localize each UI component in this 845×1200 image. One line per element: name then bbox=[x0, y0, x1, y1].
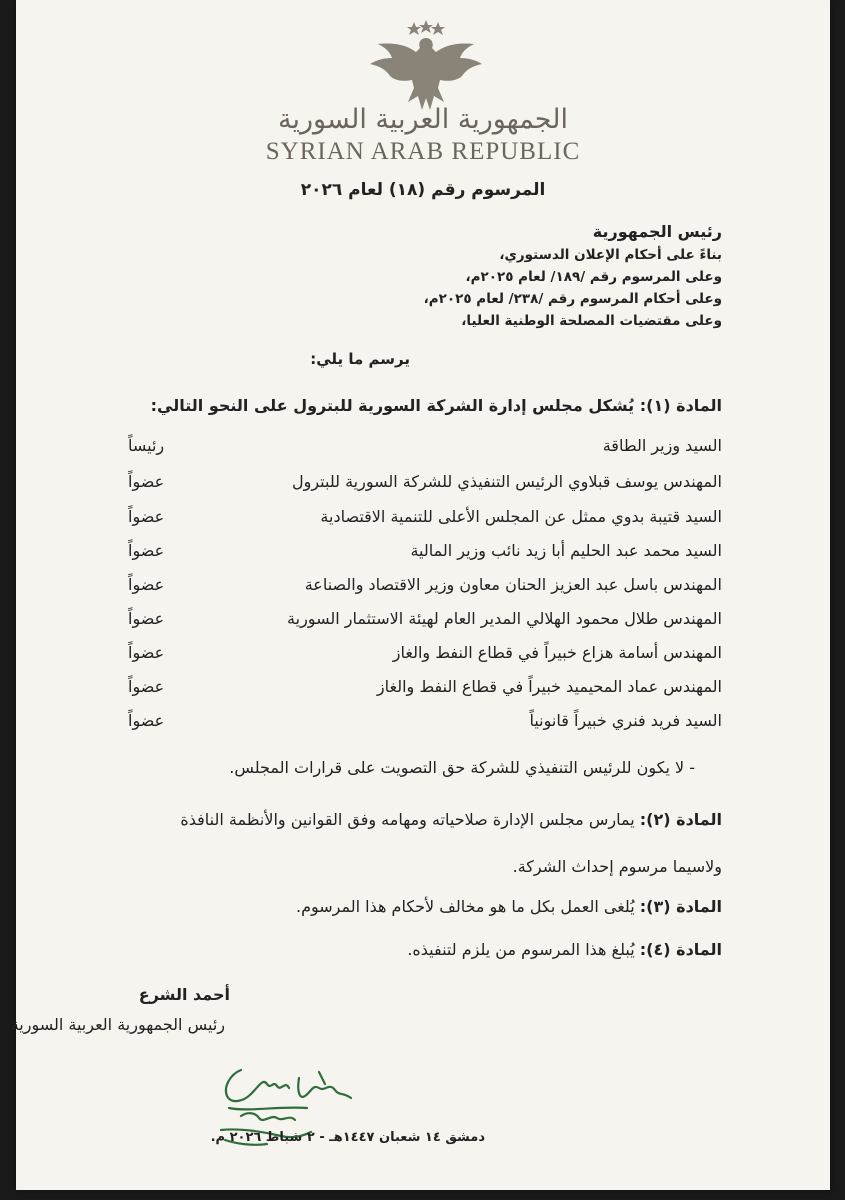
article-2 bbox=[82, 810, 722, 829]
member-row bbox=[122, 541, 722, 569]
member-name: السيد وزير الطاقة bbox=[602, 436, 722, 455]
preamble-line: وعلى أحكام المرسوم رقم /٢٣٨/ لعام ٢٠٢٥م، bbox=[423, 291, 722, 307]
preamble-title: رئيس الجمهورية bbox=[592, 222, 722, 241]
member-role: عضواً bbox=[128, 677, 165, 696]
signer-title: رئيس الجمهورية العربية السورية bbox=[10, 1015, 225, 1034]
member-role: عضواً bbox=[128, 472, 165, 491]
article-2-label: المادة (٢): bbox=[639, 810, 722, 829]
decree-title: المرسوم رقم (١٨) لعام ٢٠٢٦ bbox=[300, 180, 546, 200]
member-row bbox=[122, 609, 722, 637]
date-line: دمشق ١٤ شعبان ١٤٤٧هـ - ٢ شباط ٢٠٢٦ م. bbox=[210, 1130, 485, 1145]
member-name: السيد فريد فنري خبيراً قانونياً bbox=[529, 711, 722, 730]
preamble-line: وعلى مقتضيات المصلحة الوطنية العليا، bbox=[461, 313, 722, 329]
article-3-text: يُلغى العمل بكل ما هو مخالف لأحكام هذا المرسوم. bbox=[296, 897, 635, 916]
member-name: المهندس أسامة هزاع خبيراً في قطاع النفط والغاز bbox=[392, 643, 722, 662]
member-name: المهندس باسل عبد العزيز الحنان معاون وزير الاقتصاد والصناعة bbox=[304, 575, 722, 594]
document-page bbox=[10, 0, 830, 1190]
header-english: SYRIAN ARAB REPUBLIC bbox=[265, 138, 581, 165]
article-4 bbox=[82, 940, 722, 959]
article-1-heading: المادة (١): يُشكل مجلس إدارة الشركة السورية للبترول على النحو التالي: bbox=[150, 396, 722, 415]
eagle-emblem-icon bbox=[356, 18, 496, 118]
article-4-text: يُبلغ هذا المرسوم من يلزم لتنفيذه. bbox=[407, 940, 635, 959]
article-4-label: المادة (٤): bbox=[639, 940, 722, 959]
member-role: رئيساً bbox=[128, 436, 165, 455]
article-2-text-cont: ولاسيما مرسوم إحداث الشركة. bbox=[512, 857, 722, 876]
member-role: عضواً bbox=[128, 507, 165, 526]
member-role: عضواً bbox=[128, 643, 165, 662]
article-3 bbox=[82, 897, 722, 916]
article-2-continuation bbox=[82, 857, 722, 876]
preamble-line: وعلى المرسوم رقم /١٨٩/ لعام ٢٠٢٥م، bbox=[465, 269, 722, 285]
member-role: عضواً bbox=[128, 609, 165, 628]
voting-note: - لا يكون للرئيس التنفيذي للشركة حق التصويت على قرارات المجلس. bbox=[229, 758, 695, 777]
signer-name: أحمد الشرع bbox=[138, 985, 230, 1004]
member-row bbox=[122, 643, 722, 671]
header-arabic: الجمهورية العربية السورية bbox=[278, 104, 568, 135]
member-row bbox=[122, 575, 722, 603]
decrees-label: يرسم ما يلي: bbox=[310, 350, 410, 368]
member-role: عضواً bbox=[128, 575, 165, 594]
member-row bbox=[122, 436, 722, 464]
member-name: المهندس طلال محمود الهلالي المدير العام لهيئة الاستثمار السورية bbox=[287, 609, 722, 628]
member-name: السيد قتيبة بدوي ممثل عن المجلس الأعلى للتنمية الاقتصادية bbox=[320, 507, 722, 526]
member-role: عضواً bbox=[128, 541, 165, 560]
member-name: السيد محمد عبد الحليم أبا زيد نائب وزير المالية bbox=[410, 541, 722, 560]
member-name: المهندس عماد المحيميد خبيراً في قطاع النفط والغاز bbox=[376, 677, 722, 696]
member-name: المهندس يوسف قبلاوي الرئيس التنفيذي للشركة السورية للبترول bbox=[291, 472, 722, 491]
member-row bbox=[122, 711, 722, 739]
preamble bbox=[162, 222, 722, 332]
member-row bbox=[122, 507, 722, 535]
member-role: عضواً bbox=[128, 711, 165, 730]
member-row bbox=[122, 677, 722, 705]
member-row bbox=[122, 472, 722, 500]
article-3-label: المادة (٣): bbox=[639, 897, 722, 916]
preamble-line: بناءً على أحكام الإعلان الدستوري، bbox=[499, 247, 722, 263]
article-2-text: يمارس مجلس الإدارة صلاحياته ومهامه وفق القوانين والأنظمة النافذة bbox=[180, 810, 635, 829]
